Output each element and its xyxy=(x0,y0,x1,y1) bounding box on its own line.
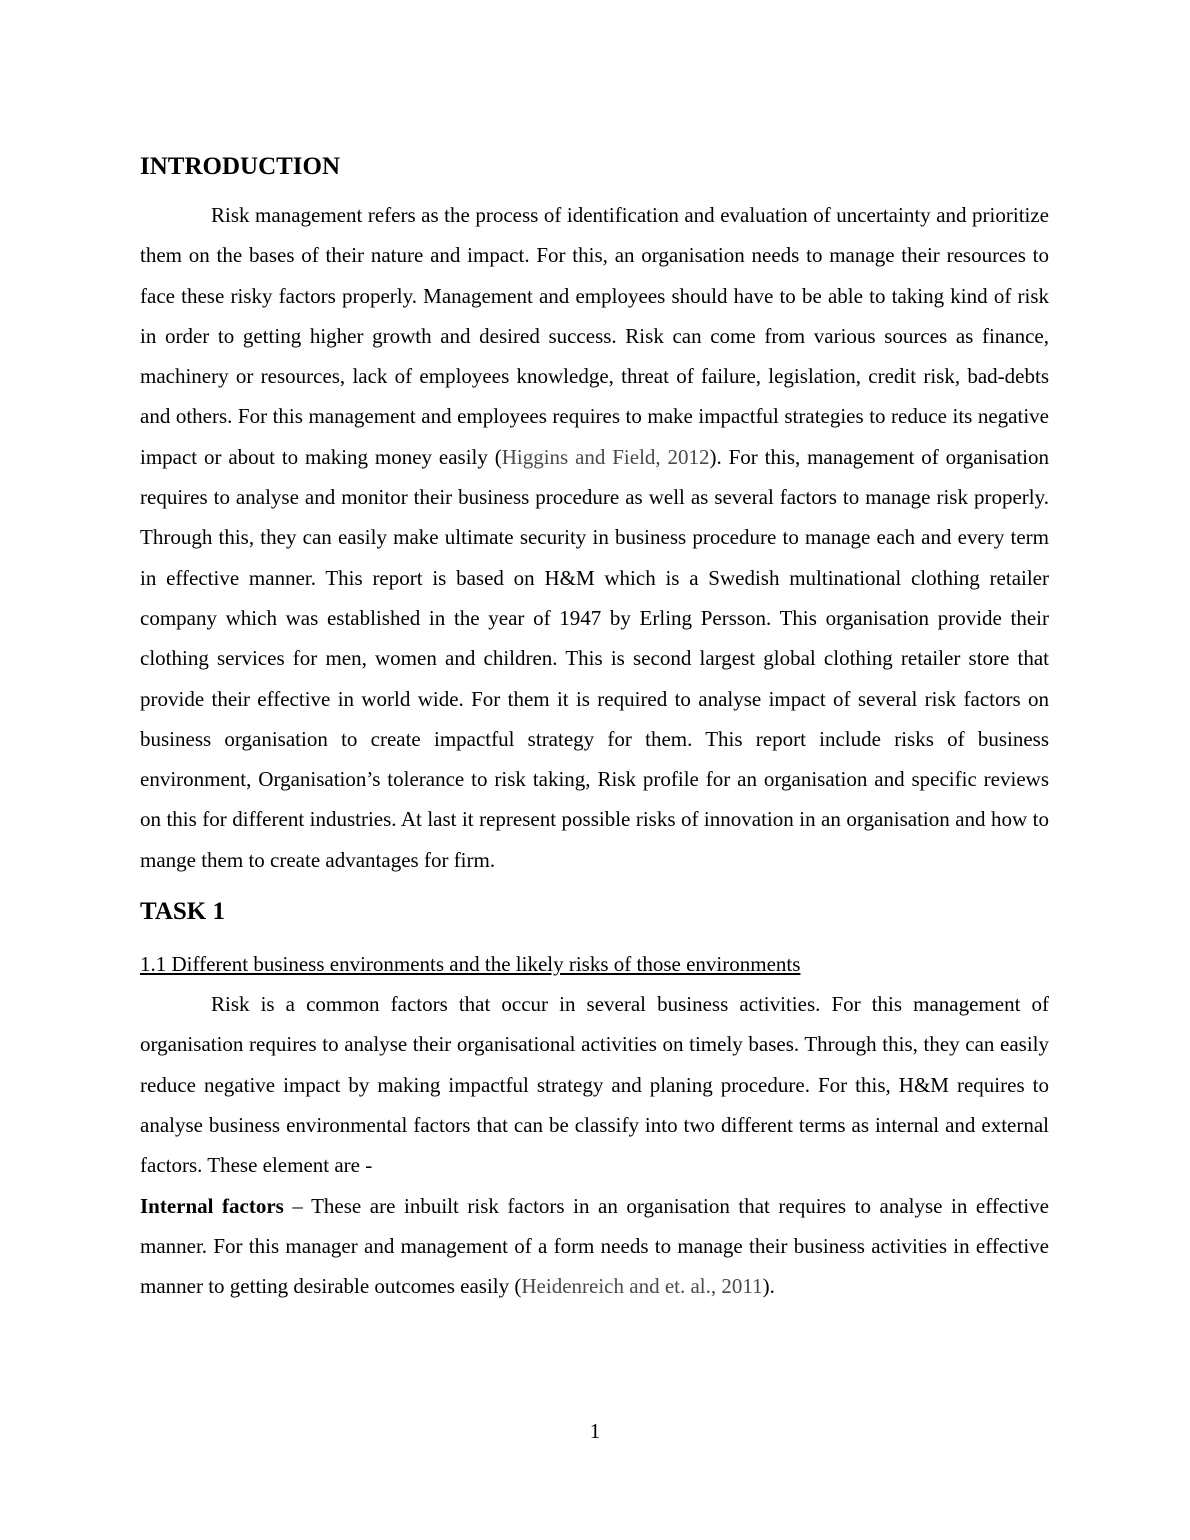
section-1-1-subheading: 1.1 Different business environments and the likely risks of those environments xyxy=(140,952,801,977)
intro-text-part2: ). For this, management of organisation requires to analyse and monitor their business procedure as well as several factors to manage risk properly. Through this, they can easily make ultimate security in business procedure to manage each and every term in effective manner. This report is based on H&M which is a Swedish multinational clothing retailer company which was established in the year of 1947 by Erling Persson. This organisation provide their clothing services for men, women and children. This is second largest global clothing retailer store that provide their effective in world wide. For them it is required to analyse impact of several risk factors on business organisation to create impactful strategy for them. This report include risks of business environment, Organisation’s tolerance to risk taking, Risk profile for an organisation and specific reviews on this for different industries. At last it represent possible risks of innovation in an organisation and how to mange them to create advantages for firm. xyxy=(140,444,1050,872)
introduction-paragraph xyxy=(140,195,1049,880)
task1-paragraph: Risk is a common factors that occur in several business activities. For this management of organisation requires to analyse their organisational activities on timely bases. Through this, they can easily reduce negative impact by making impactful strategy and planing procedure. For this, H&M requires to analyse business environmental factors that can be classify into two different terms as internal and external factors. These element are - xyxy=(140,992,1049,1178)
internal-factors-paragraph xyxy=(140,1186,1049,1307)
task1-heading: TASK 1 xyxy=(140,898,225,926)
citation-heidenreich: Heidenreich and et. al., 2011 xyxy=(521,1274,763,1299)
citation-higgins-field: Higgins and Field, 2012 xyxy=(501,444,710,469)
internal-factors-end: ). xyxy=(762,1274,775,1299)
introduction-heading: INTRODUCTION xyxy=(140,153,341,180)
internal-factors-text: – These are inbuilt risk factors in an organisation that requires to analyse in effective manner. For this manager and management of a form needs to manage their business activities in effective manner to getting desirable outcomes easily ( xyxy=(140,1193,1049,1299)
intro-text-part1: Risk management refers as the process of identification and evaluation of uncertainty and prioritize them on the bases of their nature and impact. For this, an organisation needs to manage their resources to face these risky factors properly. Management and employees should have to be able to taking kind of risk in order to getting higher growth and desired success. Risk can come from various sources as finance, machinery or resources, lack of employees knowledge, threat of failure, legislation, credit risk, bad-debts and others. For this management and employees requires to make impactful strategies to reduce its negative impact or about to making money easily ( xyxy=(140,203,1049,469)
page-content xyxy=(140,148,1049,1306)
internal-factors-label: Internal factors xyxy=(140,1193,284,1218)
page-number: 1 xyxy=(589,1419,601,1443)
